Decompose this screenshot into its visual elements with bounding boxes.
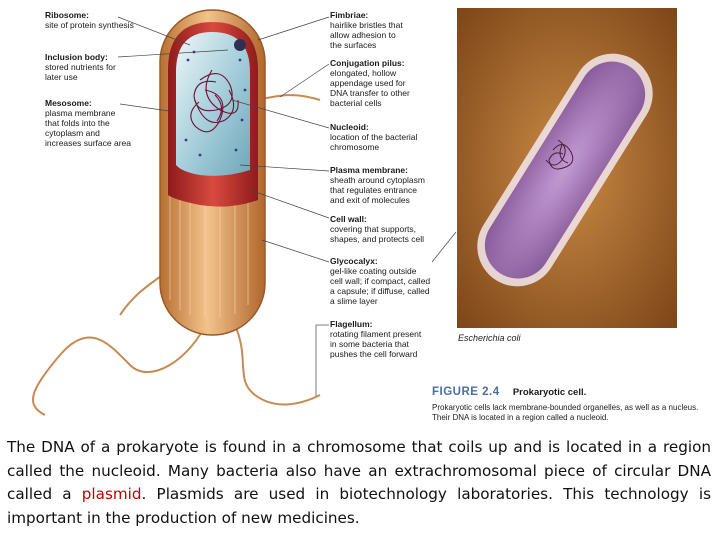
label-desc: hairlike bristles that allow adhesion to the surfaces	[330, 20, 403, 50]
label-desc: covering that supports, shapes, and protects cell	[330, 224, 425, 244]
label-fimbriae	[330, 10, 403, 50]
body-text-after: . Plasmids are used in biotechnology laboratories. This technology is important in the production of new medicines.	[7, 485, 711, 527]
label-desc: stored nutrients for later use	[45, 62, 116, 82]
label-title: Cell wall:	[330, 214, 367, 224]
bacterium-body	[160, 10, 265, 335]
figure-title	[432, 386, 586, 398]
label-desc: location of the bacterial chromosome	[330, 132, 418, 152]
micrograph	[457, 8, 677, 328]
figure-number: FIGURE 2.4	[432, 386, 500, 398]
label-title: Mesosome:	[45, 98, 92, 108]
label-title: Inclusion body:	[45, 52, 108, 62]
body-highlight-plasmid: plasmid	[81, 485, 142, 503]
label-title: Glycocalyx:	[330, 256, 378, 266]
label-inclusion-body	[45, 52, 116, 82]
label-title: Fimbriae:	[330, 10, 369, 20]
label-desc: site of protein synthesis	[45, 20, 134, 30]
label-mesosome	[45, 98, 131, 148]
label-title: Conjugation pilus:	[330, 58, 405, 68]
figure-caption: Prokaryotic cells lack membrane-bounded organelles, as well as a nucleus. Their DNA is located in a region called a nucleoid.	[432, 403, 699, 422]
label-ribosome	[45, 10, 134, 30]
body-text-before: The DNA of a prokaryote is found in a chromosome that coils up and is located in a region called the nucleoid. Many bacteria also have an extrachromosomal piece of circular DNA called a	[7, 438, 711, 503]
label-desc: gel-like coating outside cell wall; if compact, called a capsule; if diffuse, called a slime layer	[330, 266, 431, 306]
label-desc: plasma membrane that folds into the cytoplasm and increases surface area	[45, 108, 131, 148]
micrograph-caption: Escherichia coli	[458, 333, 521, 343]
label-desc: rotating filament present in some bacteria that pushes the cell forward	[330, 329, 422, 359]
label-desc: elongated, hollow appendage used for DNA transfer to other bacterial cells	[330, 68, 410, 108]
label-conjugation-pilus	[330, 58, 410, 108]
label-nucleoid	[330, 122, 417, 152]
label-cell-wall	[330, 214, 424, 244]
inclusion-body	[234, 39, 246, 51]
label-title: Flagellum:	[330, 319, 373, 329]
body-paragraph	[7, 436, 711, 530]
label-desc: sheath around cytoplasm that regulates entrance and exit of molecules	[330, 175, 425, 205]
label-title: Ribosome:	[45, 10, 89, 20]
label-plasma-membrane	[330, 165, 425, 205]
label-glycocalyx	[330, 256, 430, 306]
label-flagellum	[330, 319, 421, 359]
figure-name: Prokaryotic cell.	[512, 387, 587, 398]
label-title: Plasma membrane:	[330, 165, 408, 175]
label-title: Nucleoid:	[330, 122, 369, 132]
